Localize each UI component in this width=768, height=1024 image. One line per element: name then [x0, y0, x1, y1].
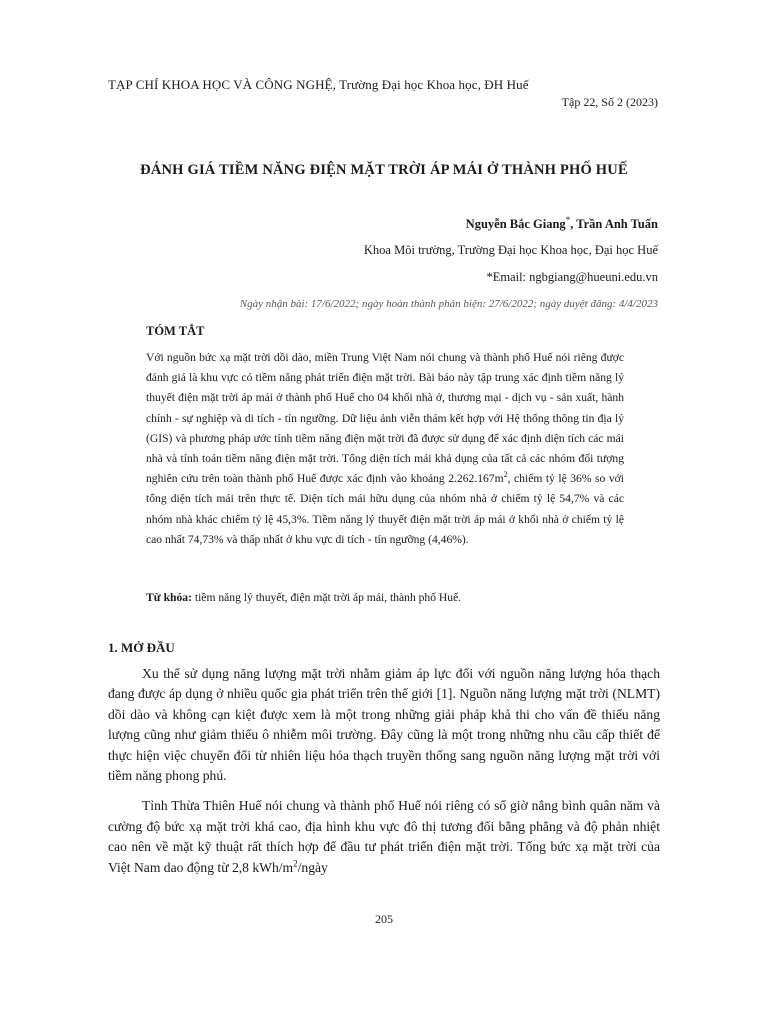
- keywords-list: tiềm năng lý thuyết, điện mặt trời áp mái, thành phố Huế.: [191, 591, 462, 604]
- paragraph-text-cont: /ngày: [297, 859, 328, 875]
- submission-dates: Ngày nhận bài: 17/6/2022; ngày hoàn thành phản biện: 27/6/2022; ngày duyệt đăng: 4/4/2023: [239, 298, 658, 310]
- email-address: *Email: ngbgiang@hueuni.edu.vn: [486, 270, 658, 284]
- author-list: [466, 215, 658, 232]
- affiliation: Khoa Môi trường, Trường Đại học Khoa học, Đại học Huế: [363, 243, 658, 257]
- journal-header: TẠP CHÍ KHOA HỌC VÀ CÔNG NGHỆ, Trường Đại học Khoa học, ĐH Huế: [108, 77, 529, 92]
- author-separator: ,: [570, 217, 577, 232]
- superscript: 2: [293, 858, 298, 869]
- paragraph-text: Tỉnh Thừa Thiên Huế nói chung và thành phố Huế nói riêng có số giờ nắng bình quân năm và cường độ bức xạ mặt trời khá cao, địa hình khu vực đô thị tương đối bằng phẳng và độ phản nhiệt cao nên về mặt kỹ thuật rất thích hợp để đầu tư phát triển điện mặt trời. Tổng bức xạ mặt trời của Việt Nam dao động từ 2,8 kWh/m: [108, 798, 660, 875]
- author-name: Trần Anh Tuấn: [576, 217, 658, 232]
- issue-info: Tập 22, Số 2 (2023): [561, 95, 658, 109]
- abstract-text: [146, 348, 624, 550]
- paragraph: Xu thế sử dụng năng lượng mặt trời nhằm giảm áp lực đối với nguồn năng lượng hóa thạch đang được áp dụng ở nhiều quốc gia phát triển trên thế giới [1]. Nguồn năng lượng mặt trời (NLMT) dồi dào và không cạn kiệt được xem là một trong những giải pháp khả thi cho vấn đề thiếu năng lượng cũng như giảm thiểu ô nhiễm môi trường. Đây cũng là một trong những nhu cầu cấp thiết để thực hiện việc chuyển đổi từ nhiên liệu hóa thạch truyền thống sang nguồn năng lượng mặt trời với tiềm năng phong phú.: [108, 666, 660, 784]
- body-text: [108, 664, 660, 888]
- paragraph: [108, 796, 660, 878]
- article-title: ĐÁNH GIÁ TIỀM NĂNG ĐIỆN MẶT TRỜI ÁP MÁI Ở THÀNH PHỐ HUẾ: [140, 162, 628, 178]
- corresponding-mark: *: [565, 215, 571, 225]
- superscript: 2: [503, 470, 508, 480]
- abstract-body: Với nguồn bức xạ mặt trời dồi dào, miền Trung Việt Nam nói chung và thành phố Huế nói riêng được đánh giá là khu vực có tiềm năng phát triển điện mặt trời. Bài báo này tập trung xác định tiềm năng lý thuyết điện mặt trời áp mái ở thành phố Huế cho 04 khối nhà ở, thương mại - dịch vụ - sản xuất, hành chính - sự nghiệp và di tích - tín ngưỡng. Dữ liệu ảnh viễn thám kết hợp với Hệ thống thông tin địa lý (GIS) và phương pháp ước tính tiềm năng điện mặt trời đã được sử dụng để xác định diện tích các mái nhà và tính toán tiềm năng điện mặt trời. Tổng diện tích mái khả dụng của tất cả các nhóm đối tượng nghiên cứu trên toàn thành phố Huế được xác định vào khoảng 2.262.167m: [146, 351, 624, 486]
- keywords-label: Từ khóa:: [146, 591, 192, 604]
- section-heading: 1. MỞ ĐẦU: [108, 640, 175, 655]
- keywords: [146, 588, 624, 608]
- abstract-heading: TÓM TẮT: [146, 324, 205, 338]
- author-name: Nguyễn Bắc Giang: [465, 217, 566, 232]
- abstract-body-cont: , chiếm tỷ lệ 36% so với tổng diện tích mái trên thực tế. Diện tích mái hữu dụng của nhóm nhà ở chiếm tỷ lệ 54,7% và các nhóm nhà khác chiếm tỷ lệ 45,3%. Tiềm năng lý thuyết điện mặt trời áp mái ở khối nhà ở chiếm tỷ lệ cao nhất 74,73% và thấp nhất ở khu vực di tích - tín ngưỡng (4,46%).: [146, 472, 624, 546]
- page-number: 205: [375, 912, 393, 926]
